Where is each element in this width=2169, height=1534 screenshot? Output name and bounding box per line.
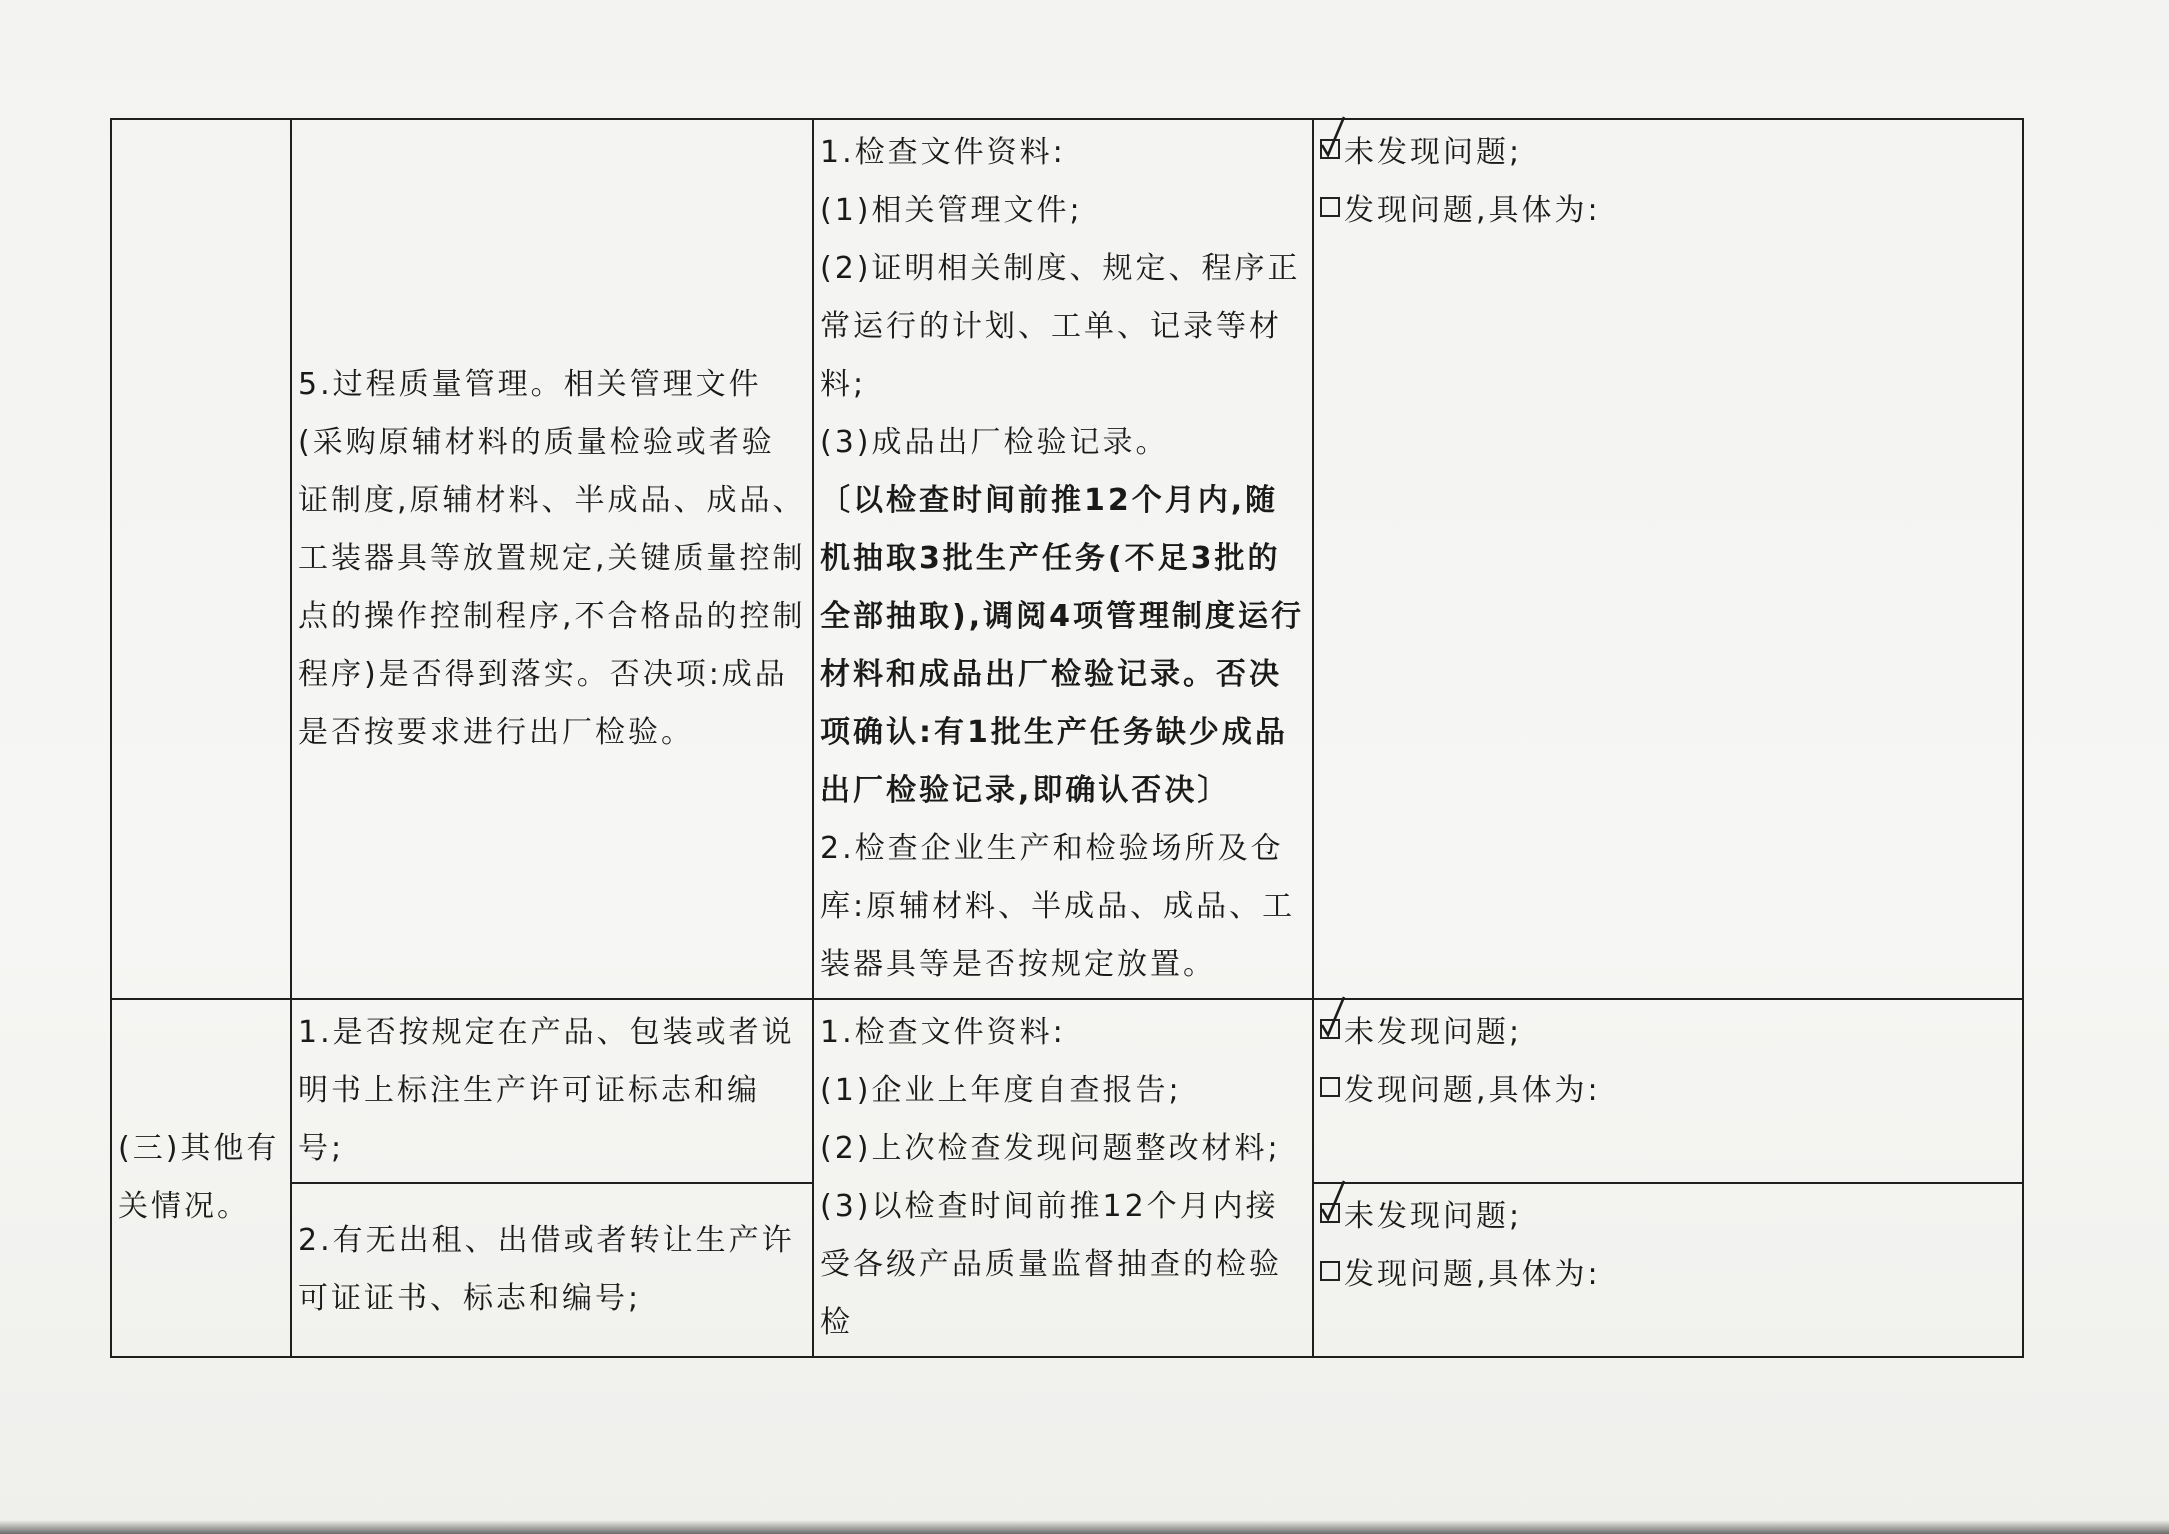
check-mark-icon <box>1320 1179 1346 1221</box>
issue-option[interactable] <box>1320 1062 2016 1120</box>
no-issue-label: 未发现问题; <box>1344 1015 1523 1050</box>
checkbox-checked-icon[interactable] <box>1320 1019 1340 1039</box>
result-cell <box>1313 999 2023 1183</box>
result-cell <box>1313 119 2023 999</box>
category-cell-empty <box>111 119 291 999</box>
issue-option[interactable] <box>1320 1246 2016 1304</box>
checkbox-checked-icon[interactable] <box>1320 1203 1340 1223</box>
method-line: (2)上次检查发现问题整改材料; <box>820 1131 1281 1166</box>
method-line: 2.检查企业生产和检验场所及仓库:原辅材料、半成品、成品、工装器具等是否按规定放置。 <box>820 831 1296 982</box>
check-item-text: 2.有无出租、出借或者转让生产许可证证书、标志和编号; <box>298 1223 795 1316</box>
method-line: 1.检查文件资料: <box>820 1015 1066 1050</box>
issue-label: 发现问题,具体为: <box>1344 193 1601 228</box>
no-issue-option[interactable] <box>1320 1004 2016 1062</box>
checkbox-checked-icon[interactable] <box>1320 139 1340 159</box>
checkbox-icon[interactable] <box>1320 1261 1340 1281</box>
method-line: (3)成品出厂检验记录。 <box>820 425 1169 460</box>
no-issue-label: 未发现问题; <box>1344 1199 1523 1234</box>
check-mark-icon <box>1320 115 1346 157</box>
check-method-cell <box>813 999 1313 1357</box>
method-line: (1)相关管理文件; <box>820 193 1083 228</box>
category-text: (三)其他有关情况。 <box>118 1131 280 1224</box>
method-line: (3)以检查时间前推12个月内接受各级产品质量监督抽查的检验检 <box>820 1189 1282 1340</box>
inspection-table <box>110 118 2024 1358</box>
result-cell <box>1313 1183 2023 1357</box>
check-method-cell <box>813 119 1313 999</box>
check-item-text: 1.是否按规定在产品、包装或者说明书上标注生产许可证标志和编号; <box>298 1015 795 1166</box>
method-line: (2)证明相关制度、规定、程序正常运行的计划、工单、记录等材料; <box>820 251 1301 402</box>
method-line: 1.检查文件资料: <box>820 135 1066 170</box>
check-item-cell <box>291 999 813 1183</box>
check-item-text: 5.过程质量管理。相关管理文件(采购原辅材料的质量检验或者验证制度,原辅材料、半成品、成品、工装器具等放置规定,关键质量控制点的操作控制程序,不合格品的控制程序)是否得到落实。否决项:成品是否按要求进行出厂检验。 <box>298 367 806 750</box>
issue-option[interactable] <box>1320 182 2016 240</box>
check-mark-icon <box>1320 995 1346 1037</box>
no-issue-label: 未发现问题; <box>1344 135 1523 170</box>
no-issue-option[interactable] <box>1320 124 2016 182</box>
check-item-cell <box>291 119 813 999</box>
method-line-bold: 〔以检查时间前推12个月内,随机抽取3批生产任务(不足3批的全部抽取),调阅4项管理制度运行材料和成品出厂检验记录。否决项确认:有1批生产任务缺少成品出厂检验记录,即确认否决〕 <box>820 483 1304 808</box>
scan-edge-shadow <box>0 1520 2169 1534</box>
no-issue-option[interactable] <box>1320 1188 2016 1246</box>
table-row <box>111 999 2023 1183</box>
issue-label: 发现问题,具体为: <box>1344 1073 1601 1108</box>
checkbox-icon[interactable] <box>1320 197 1340 217</box>
category-cell <box>111 999 291 1357</box>
issue-label: 发现问题,具体为: <box>1344 1257 1601 1292</box>
check-item-cell <box>291 1183 813 1357</box>
table-row <box>111 119 2023 999</box>
checkbox-icon[interactable] <box>1320 1077 1340 1097</box>
method-line: (1)企业上年度自查报告; <box>820 1073 1182 1108</box>
